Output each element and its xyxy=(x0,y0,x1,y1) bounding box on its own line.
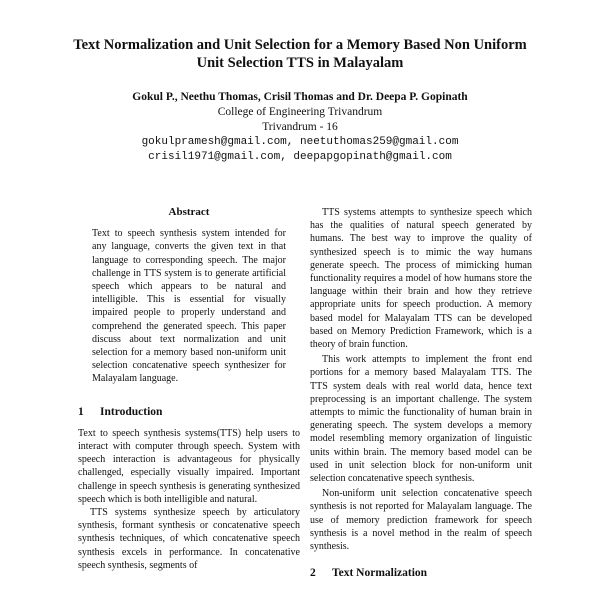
author-emails-line-1: gokulpramesh@gmail.com, neetuthomas259@gmail.com xyxy=(141,136,459,148)
section-1-title: Introduction xyxy=(100,405,163,418)
abstract-heading: Abstract xyxy=(168,206,210,218)
author-location: Trivandrum - 16 xyxy=(262,121,338,133)
author-emails-line-2: crisil1971@gmail.com, deepapgopinath@gmail.com xyxy=(148,151,452,163)
right-column xyxy=(310,206,532,588)
abstract-text: Text to speech synthesis system intended for any language, converts the given text in that language to corresponding speech. The major challenge in TTS system is to generate artificial speech which appears to be natural and intelligible. This is essential for visually impaired people to properly understand and comprehend the generated speech. This paper discuss about text normalization and unit selection for a memory based non-uniform unit selection concatenative speech synthesizer for Malayalam language. xyxy=(92,228,286,385)
author-block xyxy=(40,90,560,165)
section-2-title: Text Normalization xyxy=(332,567,428,580)
paper-title-line-1: Text Normalization and Unit Selection for a Memory Based Non Uniform xyxy=(73,37,527,53)
introduction-paragraph-1: Text to speech synthesis systems(TTS) help users to interact with computer through speech. System with speech interaction is advantageous for physically challenged, especially visually impaired. Important challenge in speech synthesis is generating synthesized speech which is both intelligible and natural. xyxy=(78,427,300,505)
right-paragraph-2: This work attempts to implement the front end portions for a memory based Malayalam TTS. The TTS system deals with real world data, hence text preprocessing is an important challenge. The system attempts to mimic the functionality of human brain in generating speech. The system develops a memory model resembling memory organization of linguistic units within brain. The memory based model can be used in unit selection block for non-uniform unit selection concatenative speech synthesis. xyxy=(310,354,532,485)
right-paragraph-1: TTS systems attempts to synthesize speech which has the qualities of natural speech generated by humans. The best way to improve the quality of synthesized speech is to mimic the way humans generate speech. The process of mimicking human functionality requires a model of how humans store the language within their brain and how they retrieve appropriate units for speech production. A memory based model for Malayalam TTS can be developed based on Memory Prediction Framework, which is a theory of brain function. xyxy=(310,207,532,351)
section-1-heading xyxy=(78,406,300,419)
left-column xyxy=(78,206,300,572)
author-names: Gokul P., Neethu Thomas, Crisil Thomas and Dr. Deepa P. Gopinath xyxy=(132,91,468,103)
paper-title-line-2: Unit Selection TTS in Malayalam xyxy=(196,55,404,71)
section-2-number: 2 xyxy=(310,567,316,580)
section-2-heading xyxy=(310,567,532,580)
section-1-number: 1 xyxy=(78,405,84,418)
introduction-paragraph-2: TTS systems synthesize speech by articulatory synthesis, formant synthesis or concatenative speech synthesis techniques, of which concatenative speech synthesis excels in performance. In concatenative speech synthesis, segments of xyxy=(78,507,300,571)
paper-title xyxy=(40,36,560,72)
author-affiliation: College of Engineering Trivandrum xyxy=(217,106,383,118)
right-paragraph-3: Non-uniform unit selection concatenative speech synthesis is not reported for Malayalam language. The use of memory prediction framework for speech synthesis is a novel method in the realm of speech synthesis. xyxy=(310,488,532,553)
